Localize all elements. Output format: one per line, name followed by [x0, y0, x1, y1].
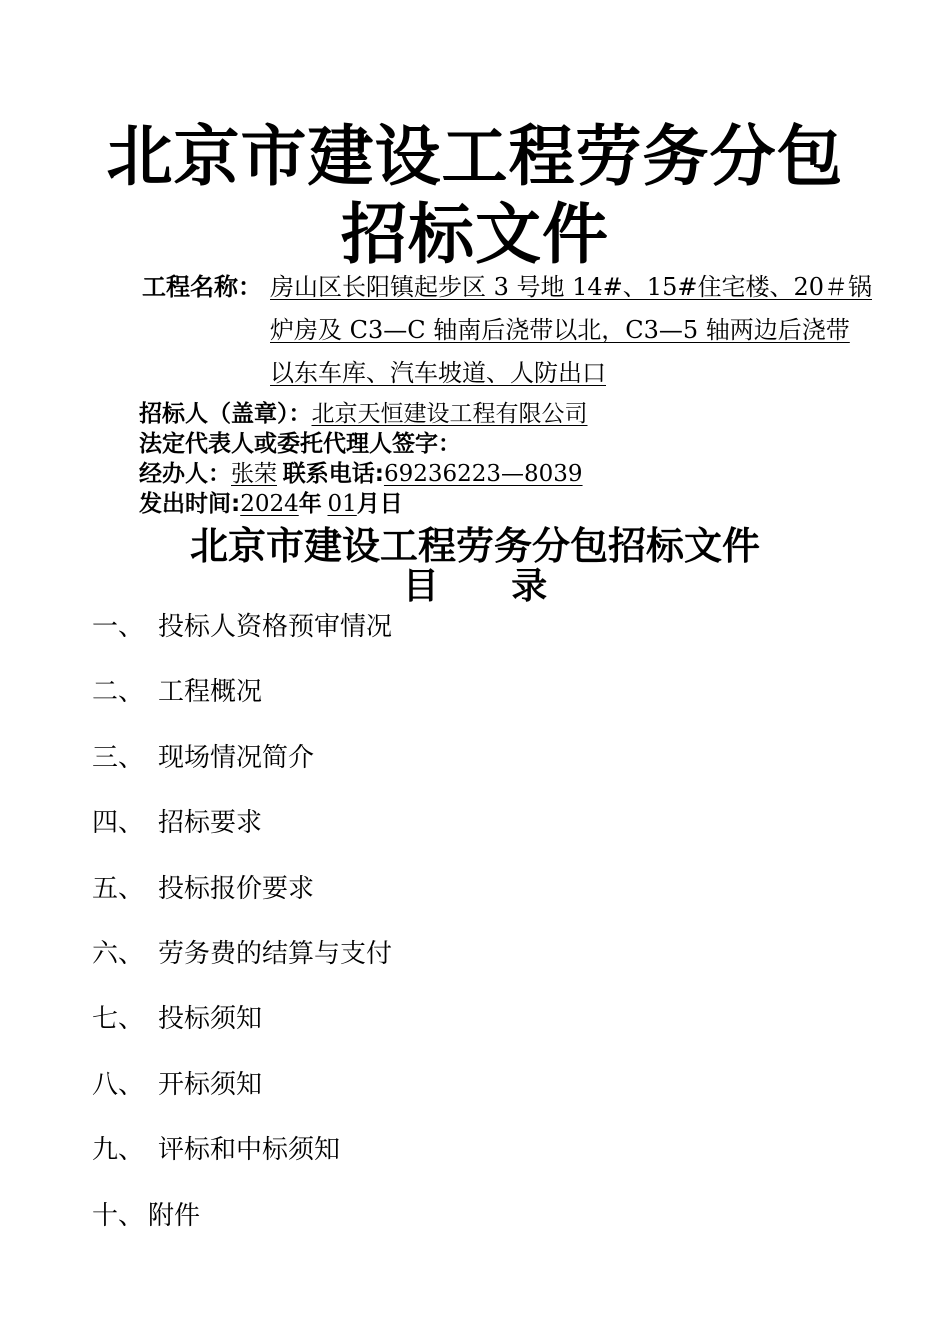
- toc-item-number: 六、: [92, 938, 145, 969]
- toc-item: [92, 1194, 392, 1259]
- month-unit: 月日: [356, 491, 403, 517]
- toc-item: [92, 670, 392, 735]
- tenderer-label: 招标人（盖章）：: [139, 401, 312, 427]
- toc-item-label: 附件: [148, 1200, 201, 1231]
- toc-item: [92, 932, 392, 997]
- table-of-contents: [92, 605, 392, 1259]
- toc-item-label: 评标和中标须知: [158, 1135, 341, 1166]
- toc-item: [92, 801, 392, 866]
- toc-item-number: 十、: [92, 1200, 145, 1231]
- handler-label: 经办人：: [139, 461, 231, 487]
- project-name-value: 房山区长阳镇起步区 3 号地 14#、15#住宅楼、20＃锅炉房及 C3—C 轴南后浇带以北，C3—5 轴两边后浇带以东车库、汽车坡道、人防出口: [270, 273, 872, 387]
- toc-item-label: 投标须知: [158, 1004, 263, 1035]
- cover-title-line1: 北京市建设工程劳务分包: [106, 118, 844, 195]
- toc-item-number: 五、: [92, 873, 145, 904]
- tenderer-value: 北京天恒建设工程有限公司: [311, 401, 588, 427]
- toc-item-number: 七、: [92, 1004, 145, 1035]
- toc-item-number: 九、: [92, 1135, 145, 1166]
- toc-item-number: 三、: [92, 742, 145, 773]
- year-unit: 年: [298, 491, 322, 517]
- cover-title-line2: 招标文件: [341, 196, 609, 273]
- tenderer-row: [139, 399, 588, 429]
- cover-title: [60, 118, 890, 274]
- toc-heading: 目 录: [402, 566, 548, 607]
- toc-item-label: 现场情况简介: [158, 742, 315, 773]
- toc-item-number: 八、: [92, 1069, 145, 1100]
- toc-item: [92, 1063, 392, 1128]
- handler-value: 张荣: [231, 461, 277, 487]
- issue-date-row: [139, 489, 588, 519]
- toc-item-label: 投标报价要求: [158, 873, 315, 904]
- toc-item-label: 工程概况: [158, 677, 263, 708]
- handler-row: [139, 459, 588, 489]
- issue-label: 发出时间:: [139, 491, 241, 517]
- toc-item-label: 投标人资格预审情况: [158, 612, 393, 642]
- legal-rep-label: 法定代表人或委托代理人签字：: [139, 431, 461, 457]
- toc-document-title: 北京市建设工程劳务分包招标文件: [189, 524, 760, 568]
- toc-item: [92, 605, 392, 670]
- legal-rep-row: [139, 429, 588, 459]
- project-label: 工程名称：: [142, 273, 262, 301]
- toc-item-label: 开标须知: [158, 1069, 263, 1100]
- phone-value: 69236223—8039: [383, 461, 583, 487]
- issue-month: 01: [327, 491, 357, 517]
- toc-item: [92, 736, 392, 801]
- toc-item: [92, 867, 392, 932]
- issue-year: 2024: [240, 491, 299, 517]
- tender-info: [139, 399, 588, 519]
- toc-item: [92, 997, 392, 1062]
- project-name-block: [142, 266, 872, 395]
- toc-item: [92, 1128, 392, 1193]
- phone-label: 联系电话:: [282, 461, 384, 487]
- toc-item-number: 一、: [92, 612, 145, 642]
- toc-item-label: 招标要求: [158, 808, 263, 839]
- toc-item-number: 二、: [92, 677, 145, 708]
- toc-item-number: 四、: [92, 808, 145, 839]
- toc-item-label: 劳务费的结算与支付: [158, 938, 393, 969]
